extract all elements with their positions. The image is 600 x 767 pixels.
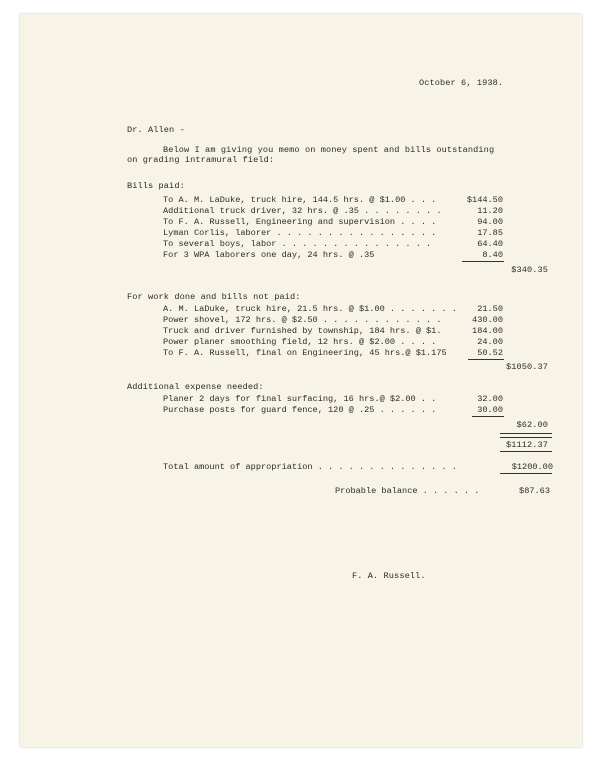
intro-line-1: Below I am giving you memo on money spent and bills outstanding (163, 145, 495, 155)
grand-total-double-rule (500, 433, 552, 438)
item-amount: 184.00 (472, 326, 503, 336)
signature: F. A. Russell. (352, 571, 426, 581)
bills-paid-item (163, 195, 503, 205)
balance-row (335, 486, 550, 496)
bills-paid-item (163, 239, 503, 249)
item-amount: 8.40 (482, 250, 503, 260)
letter-date: October 6, 1938. (419, 78, 504, 88)
subtotal-rule (462, 261, 504, 262)
item-amount: 17.85 (477, 228, 503, 238)
item-description: To F. A. Russell, final on Engineering, 45 hrs.@ $1.175 (163, 348, 447, 358)
item-description: Additional truck driver, 32 hrs. @ .35 . . . . . . . . (163, 206, 442, 216)
item-amount: 94.00 (477, 217, 503, 227)
item-description: Power shovel, 172 hrs. @ $2.50 . . . . . . . . . . . . (163, 315, 442, 325)
subtotal-rule (472, 416, 504, 417)
additional-heading: Additional expense needed: (127, 382, 264, 392)
not-paid-item (163, 326, 503, 336)
bills-paid-total: $340.35 (511, 265, 548, 275)
item-amount: 24.00 (477, 337, 503, 347)
intro-line-2: on grading intramural field: (127, 155, 275, 165)
not-paid-total: $1050.37 (505, 362, 548, 372)
item-amount: 21.50 (477, 304, 503, 314)
salutation: Dr. Allen - (127, 125, 185, 135)
additional-total: $62.00 (516, 420, 548, 430)
item-amount: 430.00 (472, 315, 503, 325)
grand-total: $1112.37 (505, 440, 548, 450)
not-paid-heading: For work done and bills not paid: (127, 292, 301, 302)
appropriation-underline (500, 473, 552, 474)
balance-label: Probable balance . . . . . . (335, 486, 480, 496)
item-description: Truck and driver furnished by township, 184 hrs. @ $1. (163, 326, 442, 336)
not-paid-item (163, 315, 503, 325)
item-amount: 64.40 (477, 239, 503, 249)
item-description: Purchase posts for guard fence, 120 @ .25 . . . . . . (163, 405, 437, 415)
item-amount: 11.20 (477, 206, 503, 216)
item-amount: 50.52 (477, 348, 503, 358)
item-amount: 30.00 (477, 405, 503, 415)
item-amount: $144.50 (466, 195, 503, 205)
item-description: To several boys, labor . . . . . . . . . . . . . . . (163, 239, 432, 249)
bills-paid-item (163, 250, 503, 260)
item-description: Planer 2 days for final surfacing, 16 hrs.@ $2.00 . . (163, 394, 437, 404)
bills-paid-item (163, 217, 503, 227)
item-description: Power planer smoothing field, 12 hrs. @ $2.00 . . . . (163, 337, 437, 347)
appropriation-label: Total amount of appropriation . . . . . . . . . . . . . . (163, 462, 457, 472)
item-amount: 32.00 (477, 394, 503, 404)
item-description: For 3 WPA laborers one day, 24 hrs. @ .35 (163, 250, 375, 260)
document-page (20, 14, 582, 747)
item-description: To F. A. Russell, Engineering and supervision . . . . (163, 217, 437, 227)
not-paid-item (163, 348, 503, 358)
bills-paid-heading: Bills paid: (127, 181, 185, 191)
item-description: To A. M. LaDuke, truck hire, 144.5 hrs. @ $1.00 . . . (163, 195, 437, 205)
item-description: Lyman Corlis, laborer . . . . . . . . . . . . . . . . (163, 228, 437, 238)
additional-item (163, 394, 503, 404)
appropriation-row (163, 462, 553, 472)
bills-paid-item (163, 228, 503, 238)
appropriation-amount: $1200.00 (511, 462, 553, 472)
not-paid-item (163, 304, 503, 314)
subtotal-rule (468, 359, 504, 360)
bills-paid-item (163, 206, 503, 216)
not-paid-item (163, 337, 503, 347)
item-description: A. M. LaDuke, truck hire, 21.5 hrs. @ $1.00 . . . . . . . (163, 304, 457, 314)
grand-total-underline (500, 451, 552, 452)
balance-amount: $87.63 (519, 486, 550, 496)
additional-item (163, 405, 503, 415)
